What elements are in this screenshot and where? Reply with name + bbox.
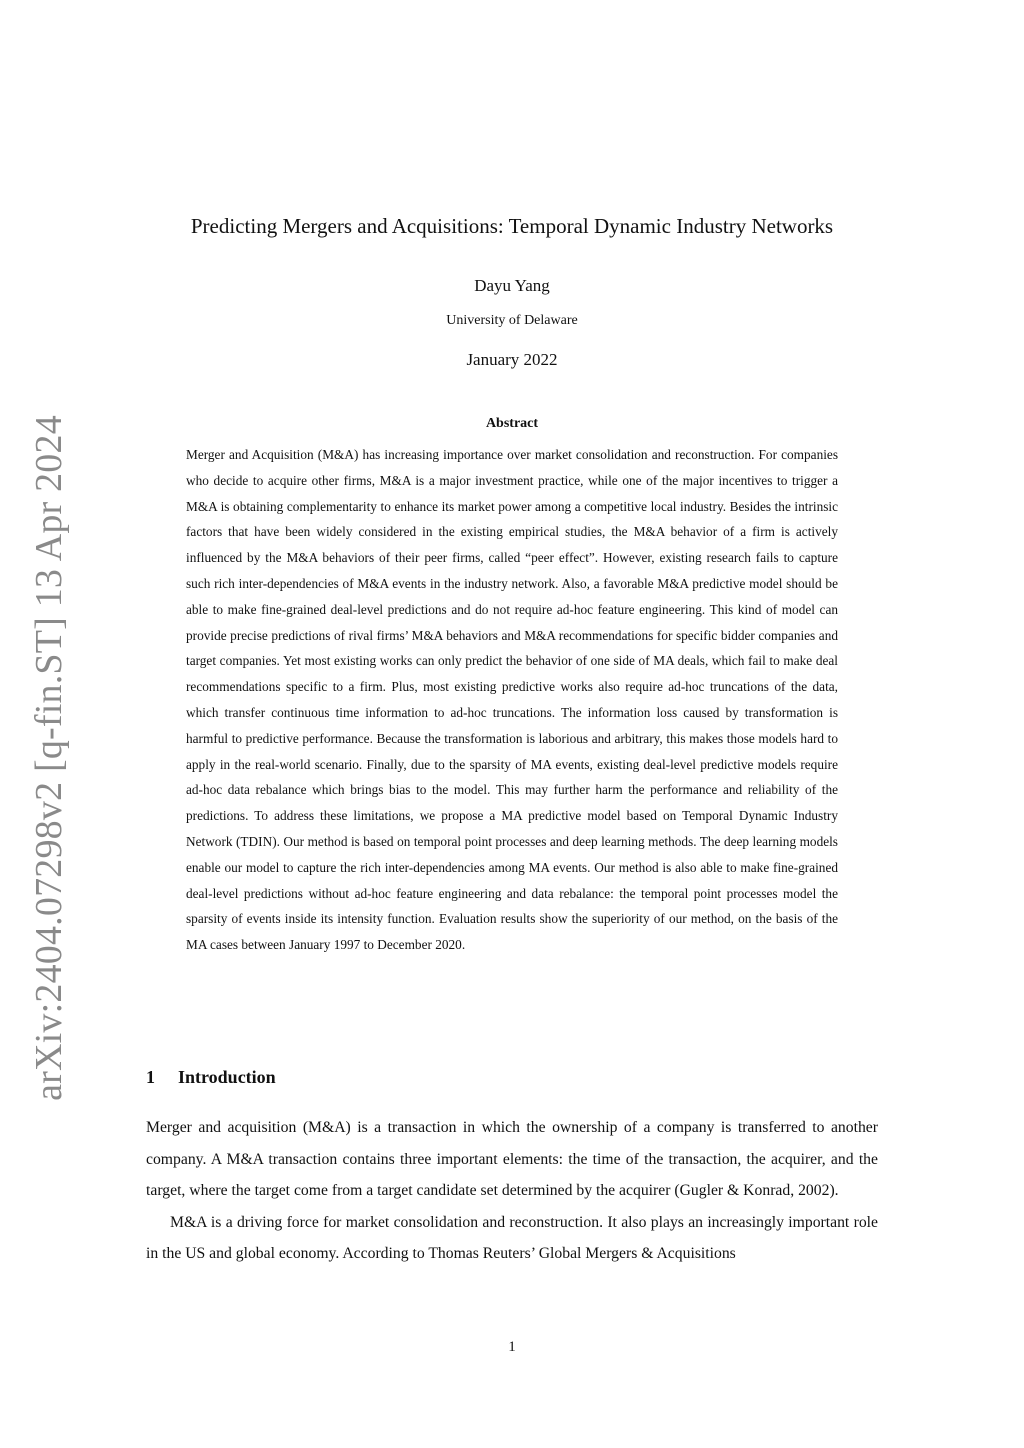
abstract-text: Merger and Acquisition (M&A) has increasing importance over market consolidation and reconstruction. For companies who decide to acquire other firms, M&A is a major investment practice, while one of the major incentives to trigger a M&A is obtaining complementarity to enhance its market power among a competitive local industry. Besides the intrinsic factors that have been widely considered in the existing empirical studies, the M&A behavior of a firm is actively influenced by the M&A behaviors of their peer firms, called “peer effect”. However, existing research fails to capture such rich inter-dependencies of M&A events in the industry network. Also, a favorable M&A predictive model should be able to make fine-grained deal-level predictions and do not require ad-hoc feature engineering. This kind of model can provide precise predictions of rival firms’ M&A behaviors and M&A recommendations for specific bidder companies and target companies. Yet most existing works can only predict the behavior of one side of MA deals, which fail to make deal recommendations specific to a firm. Plus, most existing predictive works also require ad-hoc truncations of the data, which transfer continuous time information to ad-hoc truncations. The information loss caused by transformation is harmful to predictive performance. Because the transformation is laborious and arbitrary, this makes those models hard to apply in the real-world scenario. Finally, due to the sparsity of MA events, existing deal-level predictive models require ad-hoc data rebalance which brings bias to the model. This may further harm the performance and reliability of the predictions. To address these limitations, we propose a MA predictive model based on Temporal Dynamic Industry Network (TDIN). Our method is based on temporal point processes and deep learning methods. The deep learning models enable our model to capture the rich inter-dependencies among MA events. Our method is also able to make fine-grained deal-level predictions without ad-hoc feature engineering and data rebalance: the temporal point processes model the sparsity of events inside its intensity function. Evaluation results show the superiority of our method, on the basis of the MA cases between January 1997 to December 2020. [186, 447, 838, 953]
page-number: 1 [508, 1339, 516, 1355]
abstract-heading: Abstract [485, 416, 539, 431]
section-body [146, 1112, 878, 1270]
author-name: Dayu Yang [474, 276, 550, 295]
arxiv-identifier: arXiv:2404.07298v2 [q-fin.ST] 13 Apr 2024 [28, 415, 70, 1101]
section-title: Introduction [178, 1067, 276, 1087]
section-number: 1 [146, 1067, 155, 1087]
publication-date: January 2022 [466, 350, 558, 369]
author-affiliation: University of Delaware [446, 313, 578, 328]
paragraph: M&A is a driving force for market consolidation and reconstruction. It also plays an increasingly important role in the US and global economy. According to Thomas Reuters’ Global Mergers & Acquisitions [146, 1213, 878, 1262]
paragraph: Merger and acquisition (M&A) is a transaction in which the ownership of a company is transferred to another company. A M&A transaction contains three important elements: the time of the transaction, the acquirer, and the target, where the target come from a target candidate set determined by the acquirer (Gugler & Konrad, 2002). [146, 1119, 878, 1199]
paper-title: Predicting Mergers and Acquisitions: Temporal Dynamic Industry Networks [190, 214, 834, 238]
section-heading [146, 1067, 276, 1088]
